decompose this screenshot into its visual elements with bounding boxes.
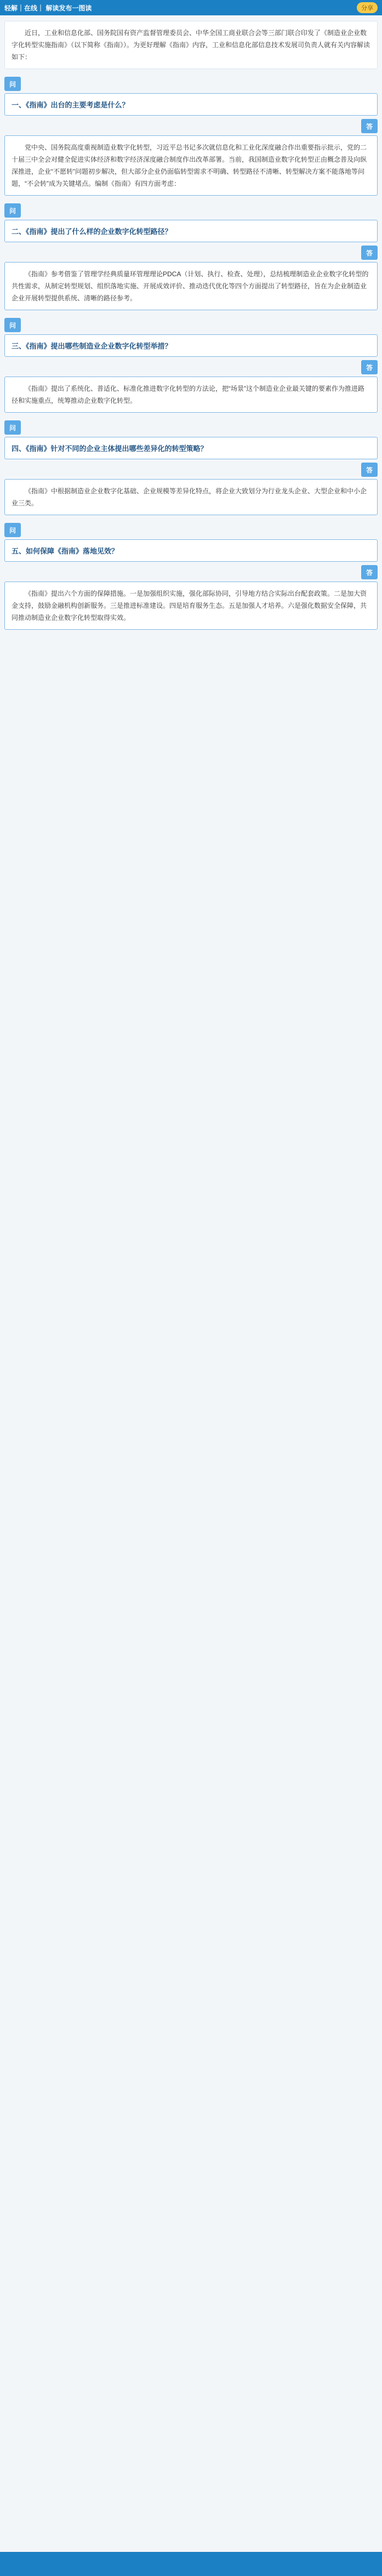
answer-3 [4, 377, 378, 413]
question-4: 四、《指南》针对不同的企业主体提出哪些差异化的转型策略？ [4, 437, 378, 459]
question-badge: 问 [4, 203, 21, 218]
answer-2 [4, 262, 378, 310]
footer-bar [0, 2552, 382, 2576]
question-badge: 问 [4, 420, 21, 435]
answer-badge: 答 [361, 463, 378, 477]
answer-5-paragraph: 《指南》提出六个方面的保障措施。一是加强组织实施，强化部际协同，引导地方结合实际出台配套政策。二是加大资金支持，鼓励金融机构创新服务。三是推进标准建设。四是培育服务生态。五是加强人才培养。六是强化数据安全保障，共同推动制造业企业数字化转型取得实效。 [12, 590, 367, 622]
share-button[interactable]: 分享 [357, 2, 378, 13]
answer-2-paragraph: 《指南》参考借鉴了管理学经典质量环管理理论PDCA（计划、执行、检查、处理），总结梳理制造业企业数字化转型的共性需求，从制定转型规划、组织落地实施、开展成效评价、推动迭代优化等四个方面提出了转型路径，旨在为企业制造业企业开展转型提供系统、清晰的路径参考。 [12, 270, 369, 302]
question-2: 二、《指南》提出了什么样的企业数字化转型路径？ [4, 220, 378, 242]
intro-paragraph: 近日，工业和信息化部、国务院国有资产监督管理委员会、中华全国工商业联合会等三部门联合印发了《制造业企业数字化转型实施指南》（以下简称《指南》）。为更好理解《指南》内容，工业和信息化部信息技术发展司负责人就有关内容解读如下： [4, 21, 378, 69]
answer-3-paragraph: 《指南》提出了系统化、普适化、标准化推进数字化转型的方法论，把“场景”这个制造业企业最关键的要素作为推进路径和实施重点，统筹推动企业数字化转型。 [12, 385, 364, 404]
question-badge: 问 [4, 318, 21, 332]
answer-badge: 答 [361, 360, 378, 374]
answer-5 [4, 582, 378, 630]
answer-badge: 答 [361, 565, 378, 579]
answer-1 [4, 135, 378, 196]
answer-4-paragraph: 《指南》中根据制造业企业数字化基础、企业规模等差异化特点，将企业大致划分为行业龙头企业、大型企业和中小企业三类。 [12, 487, 367, 507]
question-5: 五、如何保障《指南》落地见效？ [4, 539, 378, 562]
question-1: 一、《指南》出台的主要考虑是什么？ [4, 93, 378, 116]
answer-badge: 答 [361, 246, 378, 260]
question-badge: 问 [4, 77, 21, 91]
question-badge: 问 [4, 523, 21, 537]
answer-badge: 答 [361, 119, 378, 133]
top-bar [0, 0, 382, 15]
breadcrumb: 轻解｜在线｜ 解读发布一图读 [4, 4, 92, 12]
answer-1-paragraph: 党中央、国务院高度重视制造业数字化转型，习近平总书记多次就信息化和工业化深度融合作出重要指示批示，党的二十届三中全会对健全促进实体经济和数字经济深度融合制度作出改革部署。当前，我国制造业数字化转型正由概念普及向纵深推进，企业“不愿转”问题初步解决，但大部分企业仍面临转型需求不明确、转型路径不清晰、转型解决方案不能落地等问题，“不会转”成为关键堵点。编制《指南》有四方面考虑： [12, 144, 367, 187]
answer-4 [4, 479, 378, 515]
question-3: 三、《指南》提出哪些制造业企业数字化转型举措？ [4, 334, 378, 357]
